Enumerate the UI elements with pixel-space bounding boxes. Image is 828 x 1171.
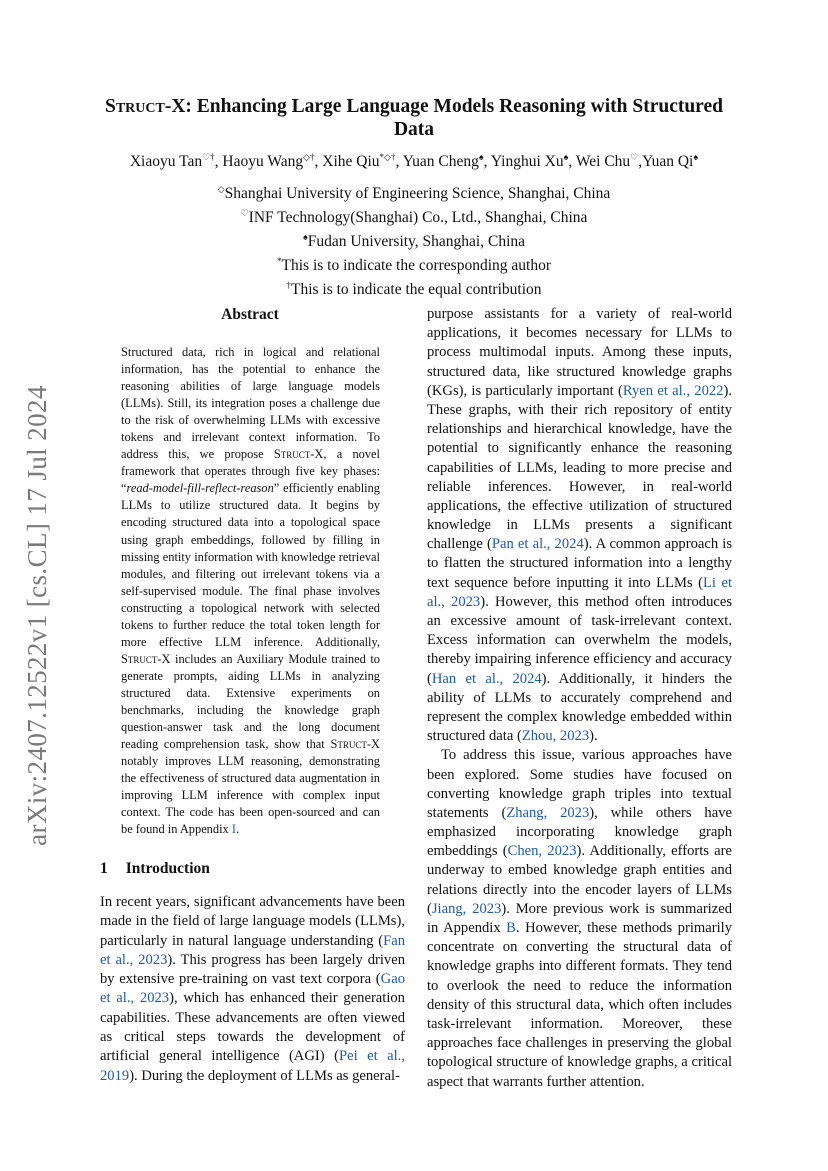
intro-right-column bbox=[427, 305, 732, 1092]
text-run: -X notably improves LLM reasoning, demonstrating the effectiveness of structured data augmentation in improving LLM inference with complex input context. The code has been open-sourced and can be found in Appendix bbox=[121, 737, 380, 837]
title-rest: : Enhancing Large Language Models Reasoning with Structured Data bbox=[185, 96, 723, 140]
text-run: ). During the deployment of LLMs as general- bbox=[129, 1067, 400, 1084]
affiliation-mark: * bbox=[277, 255, 282, 266]
citation-link[interactable]: Zhou, 2023 bbox=[521, 728, 590, 745]
arxiv-stamp bbox=[22, 375, 52, 855]
intro-paragraph-1-cont bbox=[427, 305, 732, 746]
author-name: Haoyu Wang bbox=[222, 153, 304, 171]
citation-link[interactable]: Chen, 2023 bbox=[507, 843, 577, 860]
affiliation-line bbox=[90, 180, 738, 204]
arxiv-stamp-text: arXiv:2407.12522v1 [cs.CL] 17 Jul 2024 bbox=[21, 384, 52, 846]
author bbox=[322, 153, 395, 170]
author-name: Xiaoyu Tan bbox=[129, 153, 203, 171]
citation-link[interactable]: Li et al., 2023 bbox=[427, 574, 733, 610]
author-affiliation-mark: ♠ bbox=[693, 152, 699, 162]
affiliation-text: This is to indicate the equal contribution bbox=[290, 280, 542, 298]
affiliation-text: INF Technology(Shanghai) Co., Ltd., Shanghai, China bbox=[248, 209, 588, 227]
text-run: ). This progress has been largely driven by extensive pre-training on vast text corpora ( bbox=[100, 951, 405, 988]
text-run: ). Additionally, efforts are underway to embed knowledge graph entities and relations directly into the encoder layers of LLMs ( bbox=[427, 843, 732, 917]
small-caps-text: Struct bbox=[330, 737, 367, 752]
section-title: Introduction bbox=[125, 860, 210, 877]
text-run: ), which has enhanced their generation capabilities. These advancements are often viewed as critical steps towards the development of artificial general intelligence (AGI) ( bbox=[100, 990, 405, 1065]
citation-link[interactable]: Gao et al., 2023 bbox=[100, 971, 405, 1007]
affiliation-mark: † bbox=[286, 279, 291, 290]
author bbox=[491, 153, 569, 170]
author-affiliation-mark: *◇† bbox=[379, 152, 396, 162]
text-run: Structured data, rich in logical and relational information, has the potential to enhance the reasoning abilities of large language models (LLMs). Still, its integration poses a challenge due to the risk of overwhelming LLMs with excessive tokens and irrelevant context information. To address this, we propose bbox=[121, 345, 380, 462]
citation-link[interactable]: Pan et al., 2024 bbox=[491, 536, 584, 553]
author-name: Yuan Qi bbox=[642, 153, 694, 171]
text-run: ). These graphs, with their rich repository of entity relationships and hierarchical knowledge, have the potential to significantly enhance the reasoning capabilities of LLMs, leading to more precise and reliable inferences. However, in real-world applications, the effective utilization of structured knowledge in LLMs presents a significant challenge ( bbox=[427, 382, 732, 553]
section-heading bbox=[100, 859, 400, 879]
text-run: ” efficiently enabling LLMs to utilize structured data. It begins by encoding structured data into a topological space using graph embeddings, followed by filling in missing entity information with knowledge retrieval modules, and filtering out irrelevant tokens via a self-supervised module. The final phase involves constructing a topological network with selected tokens to further reduce the total token length for more effective LLM inference. Additionally, bbox=[121, 481, 380, 649]
text-run: ), while others have emphasized incorporating knowledge graph embeddings ( bbox=[427, 804, 732, 860]
text-run: . bbox=[235, 822, 240, 837]
citation-link[interactable]: Ryen et al., 2022 bbox=[622, 382, 724, 399]
affiliation-mark: ♠ bbox=[302, 231, 308, 242]
author-list: Xiaoyu Tan♡†, Haoyu Wang◇†, Xihe Qiu*◇†, Yuan Cheng♠, Yinghui Xu♠, Wei Chu♡,Yuan Qi♠ bbox=[129, 152, 699, 171]
author bbox=[576, 153, 638, 170]
author bbox=[130, 153, 215, 170]
small-caps-text: Struct bbox=[121, 651, 158, 666]
author-affiliation-mark: ♠ bbox=[478, 152, 484, 162]
author-affiliation-mark: ◇† bbox=[303, 152, 315, 162]
affiliation-line bbox=[90, 228, 738, 252]
title-struct-x: Struct bbox=[104, 96, 165, 117]
author bbox=[642, 153, 698, 170]
affiliation-line bbox=[90, 276, 738, 300]
author bbox=[403, 153, 484, 170]
author-affiliation-mark: ♠ bbox=[563, 152, 569, 162]
italic-text: read-model-fill-reflect-reason bbox=[126, 481, 274, 496]
text-run: ). However, this method often introduces an excessive amount of task-irrelevant context. Excess information can overwhelm the models, thereby impairing inference efficiency and accuracy ( bbox=[427, 593, 732, 687]
citation-link[interactable]: Jiang, 2023 bbox=[431, 900, 502, 917]
intro-paragraph-1 bbox=[100, 893, 405, 1086]
author-name: Wei Chu bbox=[575, 153, 631, 171]
citation-link[interactable]: Fan et al., 2023 bbox=[100, 932, 405, 968]
text-run: ). More previous work is summarized in Appendix bbox=[427, 900, 732, 936]
author-affiliation-mark: ♡† bbox=[202, 152, 215, 162]
affiliation-mark: ♡ bbox=[240, 207, 249, 218]
author-name: Xihe Qiu bbox=[322, 153, 380, 171]
abstract-body bbox=[121, 344, 380, 838]
affiliation-text: Fudan University, Shanghai, China bbox=[307, 233, 526, 251]
affiliation-text: Shanghai University of Engineering Science, Shanghai, China bbox=[224, 185, 611, 203]
text-run: -X includes an Auxiliary Module trained to generate prompts, aiding LLMs in analyzing structured data. Extensive experiments on benchmarks, including the knowledge graph question-answer task and the long document reading comprehension task, show that bbox=[121, 651, 380, 752]
small-caps-text: Struct bbox=[273, 447, 311, 462]
affiliation-mark: ◇ bbox=[217, 184, 225, 194]
citation-link[interactable]: B bbox=[506, 920, 516, 936]
citation-link[interactable]: Zhang, 2023 bbox=[506, 804, 590, 821]
text-run: purpose assistants for a variety of real-world applications, it becomes necessary for LLMs to process multimodal inputs. Among these inputs, structured data, like structured knowledge graphs (KGs), is particularly important ( bbox=[427, 306, 732, 399]
citation-link[interactable]: I bbox=[231, 822, 236, 837]
text-run: ). bbox=[589, 728, 598, 745]
text-run: To address this issue, various approaches have been explored. Some studies have focused on converting knowledge graph triples into textual statements ( bbox=[427, 747, 732, 821]
citation-link[interactable]: Pei et al., 2019 bbox=[100, 1048, 405, 1084]
title-struct-x-suffix: -X bbox=[164, 96, 186, 117]
author-name: Yinghui Xu bbox=[490, 153, 564, 171]
text-run: -X, a novel framework that operates through five key phases: “ bbox=[121, 447, 380, 496]
affiliation-line bbox=[90, 252, 738, 276]
intro-left-column bbox=[100, 893, 405, 1086]
text-run: . However, these methods primarily concentrate on converting the structural data of knowledge graphs into different formats. They tend to overlook the need to reduce the information density of this structural data, which often includes task-irrelevant information. Moreover, these approaches face challenges in preserving the global topological structure of knowledge graphs, a critical aspect that warrants further attention. bbox=[427, 920, 732, 1090]
affiliation-line bbox=[90, 204, 738, 228]
paper-title bbox=[90, 95, 738, 141]
abstract-heading: Abstract bbox=[221, 306, 279, 323]
citation-link[interactable]: Han et al., 2024 bbox=[431, 670, 542, 687]
text-run: In recent years, significant advancements have been made in the field of large language models (LLMs), particularly in natural language understanding ( bbox=[100, 894, 405, 949]
abstract-paragraph bbox=[121, 344, 380, 838]
section-number: 1 bbox=[100, 860, 108, 877]
author-affiliation-mark: ♡ bbox=[630, 152, 639, 162]
intro-paragraph-2 bbox=[427, 746, 732, 1091]
affiliation-text: This is to indicate the corresponding author bbox=[281, 257, 551, 275]
affiliation-list bbox=[90, 180, 738, 300]
text-run: ). Additionally, it hinders the ability of LLMs to accurately comprehend and represent the complex knowledge embedded within structured data ( bbox=[427, 670, 732, 745]
text-run: ). A common approach is to flatten the structured information into a lengthy text sequence before inputting it into LLMs ( bbox=[427, 536, 732, 591]
author bbox=[222, 153, 314, 170]
author-name: Yuan Cheng bbox=[402, 153, 479, 171]
